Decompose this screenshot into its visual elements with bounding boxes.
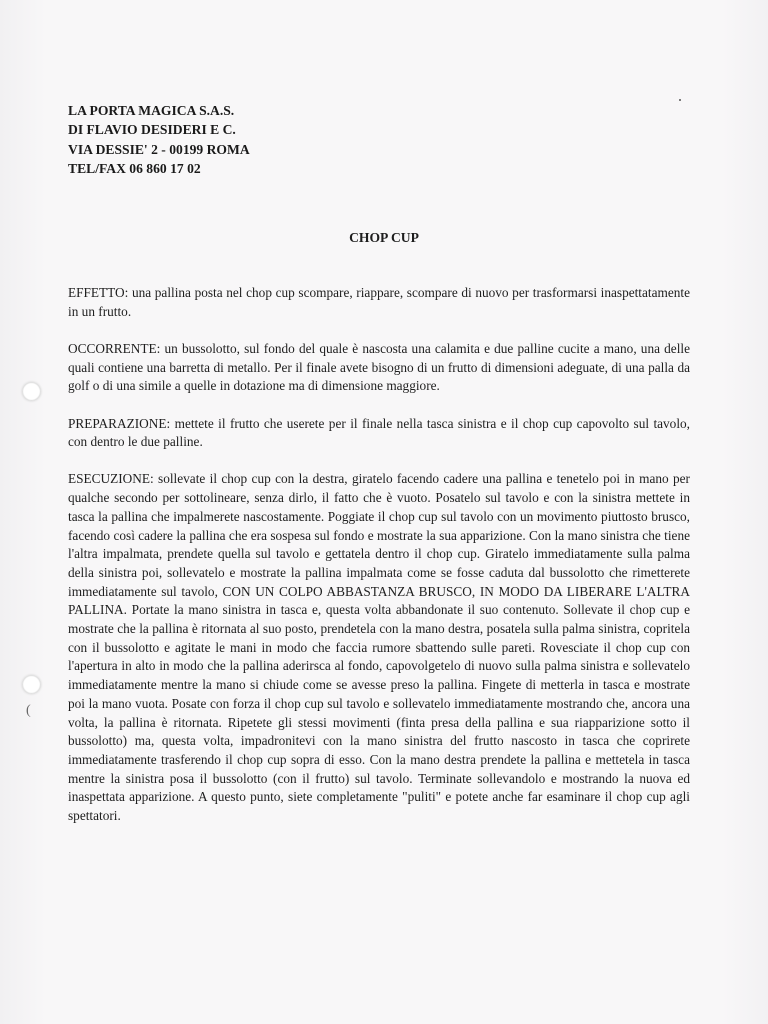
company-phone: TEL/FAX 06 860 17 02 bbox=[68, 160, 201, 176]
document-title: CHOP CUP bbox=[349, 230, 419, 245]
letterhead bbox=[68, 101, 250, 178]
company-owner: DI FLAVIO DESIDERI E C. bbox=[68, 122, 236, 138]
section-effetto: EFFETTO: una pallina posta nel chop cup scompare, riappare, scompare di nuovo per trasformarsi inaspettatamente in un frutto. bbox=[68, 285, 690, 319]
company-name: LA PORTA MAGICA S.A.S. bbox=[68, 103, 235, 118]
company-address: VIA DESSIE' 2 - 00199 ROMA bbox=[68, 141, 250, 157]
punch-hole-bottom bbox=[22, 675, 41, 694]
section-preparazione: PREPARAZIONE: mettete il frutto che userete per il finale nella tasca sinistra e il chop cup capovolto sul tavolo, con dentro le due palline. bbox=[68, 415, 690, 450]
section-esecuzione: ESECUZIONE: sollevate il chop cup con la destra, giratelo facendo cadere una pallina e tenetelo poi in mano per qualche secondo per sottolineare, senza dirlo, il fatto che è vuoto. Posatelo sul tavolo e con la sinistra mettete in tasca la pallina che impalmerete nascostamente. Poggiate il chop cup sul tavolo con un movimento piuttosto brusco, facendo così cadere la pallina che era sospesa sul fondo e mostrate la sua apparizione. Con la mano sinistra che tiene l'altra impalmata, prendete quella sul tavolo e gettatela dentro il chop cup. Giratelo immediatamente sulla palma della sinistra poi, sollevatelo e mostrate la pallina impalmata come se fosse caduta dal bussolotto che rimetterete immediatamente sul tavolo, CON UN COLPO ABBASTANZA BRUSCO, IN MODO DA LIBERARE L'ALTRA PALLINA. Portate la mano sinistra in tasca e, questa volta abbandonate il suo contenuto. Sollevate il chop cup e mostrate che la pallina è ritornata al suo posto, prendetela con la mano destra, posatela sulla palma sinistra, copritela con il bussolotto e agitate le mani in modo che faccia rumore sbattendo sulle pareti. Rovesciate il chop cup con l'apertura in alto in modo che la pallina aderirsca al fondo, capovolgetelo di nuovo sulla palma sinistra e sollevatelo immediatamente mentre la mano si chiude come se avesse preso la pallina. Fingete di metterla in tasca e mostrate poi la mano vuota. Posate con forza il chop cup sul tavolo e sollevatelo immediatamente mostrando che, ancora una volta, la pallina è ritornata. Ripetete gli stessi movimenti (finta presa della pallina e sua riapparizione sotto il bussolotto) ma, questa volta, impadronitevi con la mano sinistra del frutto nascosto in tasca che coprirete immediatamente trasferendo il chop cup sopra di esso. Con la mano destra prendete la pallina e mettetela in tasca mentre la sinistra posa il bussolotto (con il frutto) sul tavolo. Terminate sollevandolo e mostrando la nuova ed inaspettata apparizione. A questo punto, siete completamente "puliti" e potete anche far esaminare il chop cup agli spettatori. bbox=[68, 471, 690, 824]
document-body bbox=[68, 284, 690, 844]
punch-hole-top bbox=[22, 382, 41, 401]
paper-mark: ( bbox=[26, 703, 31, 718]
paper-speck bbox=[679, 99, 681, 101]
section-occorrente: OCCORRENTE: un bussolotto, sul fondo del quale è nascosta una calamita e due palline cucite a mano, una delle quali contiene una barretta di metallo. Per il finale avete bisogno di un frutto di dimensioni adeguate, di una palla da golf o di una simile a quelle in dotazione ma di dimensione maggiore. bbox=[68, 340, 690, 394]
